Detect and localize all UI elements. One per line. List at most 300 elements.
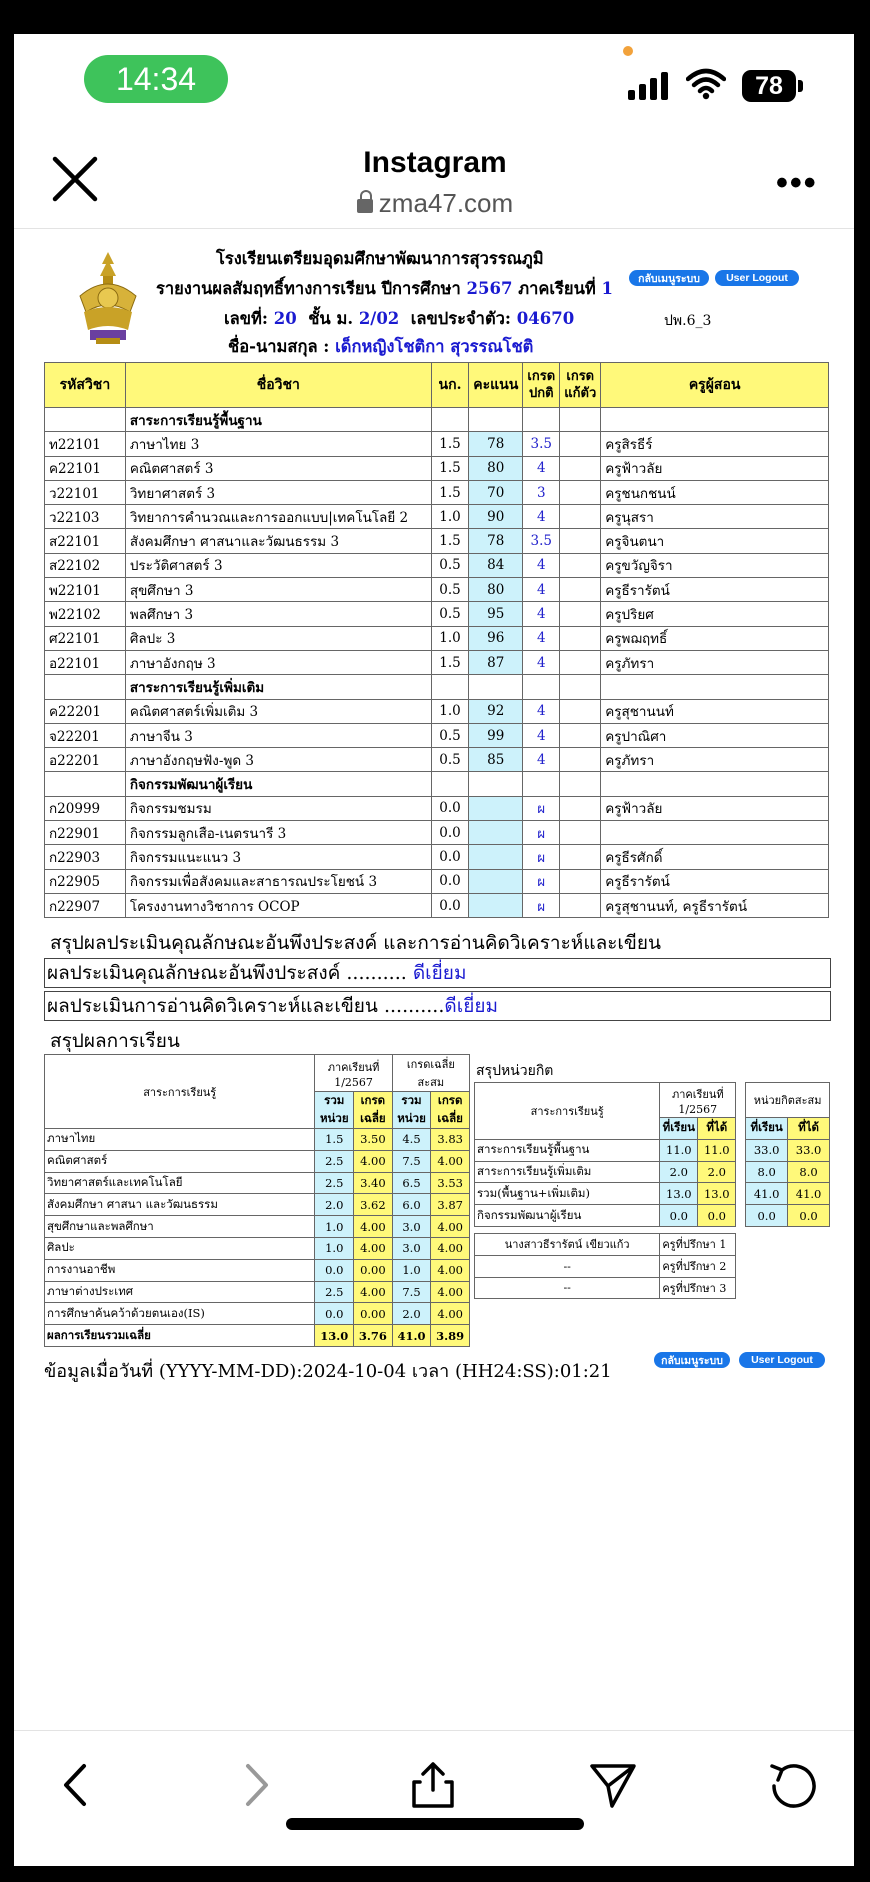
spacer-cell — [736, 1205, 746, 1227]
score: 90 — [469, 505, 523, 529]
advisor-role: ครูที่ปรึกษา 1 — [660, 1233, 736, 1255]
empty-cell — [560, 408, 601, 432]
summary-row — [45, 1150, 470, 1172]
credit: 1.5 — [431, 529, 468, 553]
units-studied: 11.0 — [660, 1139, 698, 1161]
units-col-cum: หน่วยกิตสะสม — [746, 1083, 830, 1118]
teacher: ครูธีรารัตน์ — [601, 869, 829, 893]
frame-left — [0, 0, 14, 1882]
summary-col-units: รวม หน่วย — [315, 1092, 354, 1129]
teacher: ครูฟ้าวลัย — [601, 456, 829, 480]
user-logout-button[interactable]: User Logout — [715, 270, 799, 286]
report-title: รายงานผลสัมฤทธิ์ทางการเรียน ปีการศึกษา 2567 ภาคเรียนที่ 1 — [156, 279, 613, 298]
summary-gpa: 4.00 — [354, 1216, 393, 1238]
summary-col-units: รวม หน่วย — [392, 1092, 431, 1129]
units-cum-got: 41.0 — [788, 1183, 830, 1205]
empty-cell — [523, 675, 560, 699]
summary-units: 13.0 — [315, 1325, 354, 1347]
send-icon[interactable] — [588, 1760, 638, 1810]
grade: 4 — [523, 602, 560, 626]
teacher — [601, 821, 829, 845]
back-to-menu-button[interactable]: กลับเมนูระบบ — [654, 1352, 730, 1368]
grade: 4 — [523, 650, 560, 674]
summary-cum-gpa: 4.00 — [431, 1259, 470, 1281]
section-row — [45, 408, 829, 432]
retake-grade — [560, 505, 601, 529]
table-row — [45, 650, 829, 674]
score: 99 — [469, 723, 523, 747]
subject-code: ก22905 — [45, 869, 126, 893]
score: 78 — [469, 529, 523, 553]
table-row — [45, 578, 829, 602]
advisor-name: -- — [475, 1255, 660, 1277]
summary-gpa: 4.00 — [354, 1281, 393, 1303]
status-time[interactable]: 14:34 — [84, 55, 228, 103]
share-icon[interactable] — [408, 1760, 458, 1810]
summary-units: 1.0 — [315, 1237, 354, 1259]
student-info: เลขที่: 20 ชั้น ม. 2/02 เลขประจำตัว: 04670 — [224, 309, 575, 328]
school-emblem-icon — [70, 250, 146, 346]
units-subject: สาระการเรียนรู้พื้นฐาน — [475, 1139, 660, 1161]
col-header: ครูผู้สอน — [601, 363, 829, 408]
grade: ผ — [523, 869, 560, 893]
credit: 1.5 — [431, 432, 468, 456]
summary-title: สรุปผลการเรียน — [50, 1030, 180, 1052]
empty-cell — [469, 772, 523, 796]
section-title: สาระการเรียนรู้พื้นฐาน — [125, 408, 431, 432]
battery-indicator: 78 — [742, 70, 796, 102]
score: 87 — [469, 650, 523, 674]
teacher: ครูปริยศ — [601, 602, 829, 626]
score: 80 — [469, 456, 523, 480]
back-icon[interactable] — [52, 1760, 102, 1810]
score: 80 — [469, 578, 523, 602]
summary-cum-gpa: 4.00 — [431, 1237, 470, 1259]
summary-cum-gpa: 4.00 — [431, 1281, 470, 1303]
empty-cell — [469, 675, 523, 699]
score: 96 — [469, 626, 523, 650]
grades-table — [44, 362, 829, 918]
grade: ผ — [523, 821, 560, 845]
summary-col-gpa: เกรด เฉลี่ย — [354, 1092, 393, 1129]
grade: 4 — [523, 748, 560, 772]
teacher: ครูขวัญจิรา — [601, 553, 829, 577]
subject-code: ศ22101 — [45, 626, 126, 650]
units-row — [475, 1161, 830, 1183]
credit: 1.5 — [431, 650, 468, 674]
toolbar-divider — [14, 1730, 854, 1731]
retake-grade — [560, 869, 601, 893]
units-col-got: ที่ได้ — [788, 1118, 830, 1140]
units-title: สรุปหน่วยกิต — [476, 1063, 554, 1079]
retake-grade — [560, 529, 601, 553]
units-subject: สาระการเรียนรู้เพิ่มเติม — [475, 1161, 660, 1183]
credit: 0.0 — [431, 869, 468, 893]
summary-subject: ผลการเรียนรวมเฉลี่ย — [45, 1325, 315, 1347]
grade: ผ — [523, 796, 560, 820]
empty-cell — [560, 675, 601, 699]
spacer-cell — [736, 1277, 830, 1299]
spacer-cell — [736, 1161, 746, 1183]
summary-cum-gpa: 3.87 — [431, 1194, 470, 1216]
empty-cell — [523, 408, 560, 432]
credit: 1.0 — [431, 505, 468, 529]
summary-subject: ภาษาไทย — [45, 1129, 315, 1151]
advisor-name: นางสาวธีรารัตน์ เขียวแก้ว — [475, 1233, 660, 1255]
units-col-subject: สาระการเรียนรู้ — [475, 1083, 660, 1140]
summary-gpa: 0.00 — [354, 1259, 393, 1281]
units-row — [475, 1183, 830, 1205]
table-row — [45, 553, 829, 577]
table-row — [45, 432, 829, 456]
subject-name: ศิลปะ 3 — [125, 626, 431, 650]
empty-cell — [560, 772, 601, 796]
retake-grade — [560, 650, 601, 674]
units-subject: กิจกรรมพัฒนาผู้เรียน — [475, 1205, 660, 1227]
reload-icon[interactable] — [768, 1760, 818, 1810]
score: 70 — [469, 480, 523, 504]
grade: 3 — [523, 480, 560, 504]
summary-gpa: 3.40 — [354, 1172, 393, 1194]
student-name: ชื่อ-นามสกุล : เด็กหญิงโชติกา สุวรรณโชติ — [228, 337, 534, 356]
summary-subject: สังคมศึกษา ศาสนา และวัฒนธรรม — [45, 1194, 315, 1216]
subject-code: อ22101 — [45, 650, 126, 674]
subject-code: ส22101 — [45, 529, 126, 553]
empty-cell — [601, 772, 829, 796]
units-got: 13.0 — [698, 1183, 736, 1205]
spacer-cell — [736, 1255, 830, 1277]
empty-cell — [45, 408, 126, 432]
credit: 0.0 — [431, 796, 468, 820]
table-row — [45, 602, 829, 626]
summary-row — [45, 1303, 470, 1325]
score: 95 — [469, 602, 523, 626]
teacher: ครูพฌฤทธิ์ — [601, 626, 829, 650]
retake-grade — [560, 796, 601, 820]
summary-units: 2.0 — [315, 1194, 354, 1216]
summary-cum-gpa: 4.00 — [431, 1150, 470, 1172]
summary-cum-units: 4.5 — [392, 1129, 431, 1151]
grade: 4 — [523, 553, 560, 577]
table-row — [45, 796, 829, 820]
score: 92 — [469, 699, 523, 723]
subject-name: คณิตศาสตร์ 3 — [125, 456, 431, 480]
subject-name: สุขศึกษา 3 — [125, 578, 431, 602]
retake-grade — [560, 480, 601, 504]
advisor-role: ครูที่ปรึกษา 3 — [660, 1277, 736, 1299]
empty-cell — [601, 408, 829, 432]
summary-row — [45, 1129, 470, 1151]
summary-table — [44, 1054, 470, 1347]
credit: 0.5 — [431, 578, 468, 602]
units-col-studied: ที่เรียน — [660, 1118, 698, 1140]
advisor-name: -- — [475, 1277, 660, 1299]
browser-title: Instagram — [363, 146, 507, 179]
summary-units: 0.0 — [315, 1303, 354, 1325]
units-cum-got: 0.0 — [788, 1205, 830, 1227]
summary-cum-gpa: 4.00 — [431, 1303, 470, 1325]
summary-subject: คณิตศาสตร์ — [45, 1150, 315, 1172]
advisor-role: ครูที่ปรึกษา 2 — [660, 1255, 736, 1277]
credit: 1.5 — [431, 480, 468, 504]
grade: 3.5 — [523, 432, 560, 456]
teacher: ครูธีรศักดิ์ — [601, 845, 829, 869]
units-row — [475, 1205, 830, 1227]
summary-row — [45, 1216, 470, 1238]
summary-subject: การงานอาชีพ — [45, 1259, 315, 1281]
empty-cell — [431, 675, 468, 699]
table-row — [45, 845, 829, 869]
table-row — [45, 893, 829, 917]
summary-subject: ภาษาต่างประเทศ — [45, 1281, 315, 1303]
subject-name: วิทยาศาสตร์ 3 — [125, 480, 431, 504]
subject-name: สังคมศึกษา ศาสนาและวัฒนธรรม 3 — [125, 529, 431, 553]
wifi-icon — [686, 68, 726, 100]
user-logout-button[interactable]: User Logout — [739, 1352, 825, 1368]
col-header: รหัสวิชา — [45, 363, 126, 408]
header-divider — [14, 228, 854, 229]
teacher: ครูธีรารัตน์ — [601, 578, 829, 602]
score — [469, 869, 523, 893]
subject-name: พลศึกษา 3 — [125, 602, 431, 626]
summary-cum-units: 6.5 — [392, 1172, 431, 1194]
summary-units: 2.5 — [315, 1281, 354, 1303]
teacher: ครูสุชานนท์, ครูธีรารัตน์ — [601, 893, 829, 917]
grade: 4 — [523, 626, 560, 650]
subject-code: ก20999 — [45, 796, 126, 820]
units-studied: 0.0 — [660, 1205, 698, 1227]
summary-units: 2.5 — [315, 1150, 354, 1172]
section-title: สาระการเรียนรู้เพิ่มเติม — [125, 675, 431, 699]
section-row — [45, 772, 829, 796]
summary-cum-gpa: 3.89 — [431, 1325, 470, 1347]
units-cum-studied: 8.0 — [746, 1161, 788, 1183]
battery-cap — [798, 80, 803, 92]
credit: 0.5 — [431, 602, 468, 626]
table-row — [45, 505, 829, 529]
col-header: นก. — [431, 363, 468, 408]
subject-code: จ22201 — [45, 723, 126, 747]
grade: 3.5 — [523, 529, 560, 553]
credit: 0.5 — [431, 723, 468, 747]
grade: 4 — [523, 578, 560, 602]
reading-assessment: ผลประเมินการอ่านคิดวิเคราะห์และเขียน ..........ดีเยี่ยม — [44, 991, 831, 1021]
subject-name: ภาษาอังกฤษ 3 — [125, 650, 431, 674]
summary-row — [45, 1237, 470, 1259]
summary-units: 1.5 — [315, 1129, 354, 1151]
summary-col-gpa: เกรด เฉลี่ย — [431, 1092, 470, 1129]
summary-cum-gpa: 4.00 — [431, 1216, 470, 1238]
advisor-row — [475, 1277, 830, 1299]
summary-gpa: 3.76 — [354, 1325, 393, 1347]
units-col-term: ภาคเรียนที่ 1/2567 — [660, 1083, 736, 1118]
subject-name: โครงงานทางวิชาการ OCOP — [125, 893, 431, 917]
spacer-cell — [736, 1139, 746, 1161]
summary-gpa: 4.00 — [354, 1237, 393, 1259]
subject-code: อ22201 — [45, 748, 126, 772]
subject-code: ก22903 — [45, 845, 126, 869]
subject-name: ภาษาอังกฤษฟัง-พูด 3 — [125, 748, 431, 772]
score: 85 — [469, 748, 523, 772]
subject-code: พ22102 — [45, 602, 126, 626]
col-header: คะแนน — [469, 363, 523, 408]
score: 84 — [469, 553, 523, 577]
subject-name: ประวัติศาสตร์ 3 — [125, 553, 431, 577]
subject-name: ภาษาไทย 3 — [125, 432, 431, 456]
subject-code: ว22101 — [45, 480, 126, 504]
retake-grade — [560, 578, 601, 602]
summary-row — [45, 1281, 470, 1303]
retake-grade — [560, 821, 601, 845]
subject-code: ค22101 — [45, 456, 126, 480]
frame-right — [854, 0, 870, 1882]
retake-grade — [560, 699, 601, 723]
teacher: ครูภัทรา — [601, 748, 829, 772]
col-header: ชื่อวิชา — [125, 363, 431, 408]
advisor-row — [475, 1255, 830, 1277]
table-row — [45, 699, 829, 723]
summary-cum-gpa: 3.53 — [431, 1172, 470, 1194]
empty-cell — [523, 772, 560, 796]
summary-units: 1.0 — [315, 1216, 354, 1238]
cellular-signal-icon — [628, 70, 672, 100]
summary-cum-units: 3.0 — [392, 1216, 431, 1238]
teacher: ครูภัทรา — [601, 650, 829, 674]
retake-grade — [560, 432, 601, 456]
credit: 0.0 — [431, 893, 468, 917]
retake-grade — [560, 845, 601, 869]
summary-col-cum: เกรดเฉลี่ย สะสม — [392, 1055, 469, 1092]
units-cum-got: 8.0 — [788, 1161, 830, 1183]
school-name: โรงเรียนเตรียมอุดมศึกษาพัฒนาการสุวรรณภูมิ — [216, 249, 544, 268]
section-title: กิจกรรมพัฒนาผู้เรียน — [125, 772, 431, 796]
subject-name: วิทยาการคำนวณและการออกแบบ|เทคโนโลยี 2 — [125, 505, 431, 529]
teacher: ครูปาณิศา — [601, 723, 829, 747]
summary-subject: ศิลปะ — [45, 1237, 315, 1259]
teacher: ครูฟ้าวลัย — [601, 796, 829, 820]
units-row — [475, 1139, 830, 1161]
units-cum-studied: 41.0 — [746, 1183, 788, 1205]
grades-header-row — [45, 363, 829, 408]
url-text: zma47.com — [378, 188, 514, 218]
units-studied: 13.0 — [660, 1183, 698, 1205]
summary-gpa: 0.00 — [354, 1303, 393, 1325]
units-cum-studied: 0.0 — [746, 1205, 788, 1227]
form-code: ปพ.6_3 — [664, 313, 712, 329]
empty-cell — [601, 675, 829, 699]
units-cum-got: 33.0 — [788, 1139, 830, 1161]
summary-cum-gpa: 3.83 — [431, 1129, 470, 1151]
teacher: ครูสิรธีร์ — [601, 432, 829, 456]
summary-col-subject: สาระการเรียนรู้ — [45, 1055, 315, 1129]
summary-units: 0.0 — [315, 1259, 354, 1281]
units-cum-studied: 33.0 — [746, 1139, 788, 1161]
score — [469, 796, 523, 820]
teacher: ครูนุสรา — [601, 505, 829, 529]
more-options-icon[interactable]: ••• — [776, 164, 818, 202]
units-studied: 2.0 — [660, 1161, 698, 1183]
subject-name: กิจกรรมชมรม — [125, 796, 431, 820]
retake-grade — [560, 893, 601, 917]
table-row — [45, 456, 829, 480]
grade: 4 — [523, 699, 560, 723]
credit: 1.0 — [431, 626, 468, 650]
summary-subject: วิทยาศาสตร์และเทคโนโลยี — [45, 1172, 315, 1194]
summary-cum-units: 41.0 — [392, 1325, 431, 1347]
summary-gpa: 3.50 — [354, 1129, 393, 1151]
summary-total-row — [45, 1325, 470, 1347]
summary-col-term: ภาคเรียนที่ 1/2567 — [315, 1055, 392, 1092]
subject-code: ว22103 — [45, 505, 126, 529]
subject-code: ท22101 — [45, 432, 126, 456]
credit: 1.5 — [431, 456, 468, 480]
table-row — [45, 723, 829, 747]
privacy-indicator-dot — [623, 46, 633, 56]
table-row — [45, 529, 829, 553]
grade: ผ — [523, 845, 560, 869]
summary-gpa: 4.00 — [354, 1150, 393, 1172]
units-got: 0.0 — [698, 1205, 736, 1227]
forward-icon[interactable] — [230, 1760, 280, 1810]
units-table — [474, 1082, 830, 1299]
summary-cum-units: 1.0 — [392, 1259, 431, 1281]
units-subject: รวม(พื้นฐาน+เพิ่มเติม) — [475, 1183, 660, 1205]
teacher: ครูจินตนา — [601, 529, 829, 553]
col-header: เกรด แก้ตัว — [560, 363, 601, 408]
summary-units: 2.5 — [315, 1172, 354, 1194]
empty-cell — [45, 675, 126, 699]
back-to-menu-button[interactable]: กลับเมนูระบบ — [629, 270, 709, 286]
table-row — [45, 821, 829, 845]
retake-grade — [560, 456, 601, 480]
subject-code: ก22901 — [45, 821, 126, 845]
subject-name: คณิตศาสตร์เพิ่มเติม 3 — [125, 699, 431, 723]
subject-code: ก22907 — [45, 893, 126, 917]
spacer-cell — [736, 1183, 746, 1205]
empty-cell — [469, 408, 523, 432]
summary-cum-units: 7.5 — [392, 1281, 431, 1303]
table-row — [45, 626, 829, 650]
summary-cum-units: 2.0 — [392, 1303, 431, 1325]
units-col-studied: ที่เรียน — [746, 1118, 788, 1140]
frame-top — [0, 0, 870, 34]
retake-grade — [560, 553, 601, 577]
subject-code: ส22102 — [45, 553, 126, 577]
subject-code: ค22201 — [45, 699, 126, 723]
score — [469, 845, 523, 869]
retake-grade — [560, 748, 601, 772]
table-row — [45, 480, 829, 504]
home-indicator[interactable] — [286, 1818, 584, 1830]
table-row — [45, 748, 829, 772]
retake-grade — [560, 602, 601, 626]
browser-url[interactable] — [0, 188, 870, 219]
teacher: ครูสุชานนท์ — [601, 699, 829, 723]
subject-name: กิจกรรมแนะแนว 3 — [125, 845, 431, 869]
summary-row — [45, 1259, 470, 1281]
grade: 4 — [523, 723, 560, 747]
empty-cell — [431, 408, 468, 432]
advisor-row — [475, 1233, 830, 1255]
empty-cell — [45, 772, 126, 796]
summary-row — [45, 1194, 470, 1216]
data-timestamp: ข้อมูลเมื่อวันที่ (YYYY-MM-DD):2024-10-04 เวลา (HH24:SS):01:21 — [44, 1361, 612, 1382]
summary-cum-units: 7.5 — [392, 1150, 431, 1172]
table-row — [45, 869, 829, 893]
lock-icon — [357, 199, 373, 213]
credit: 0.5 — [431, 553, 468, 577]
retake-grade — [560, 723, 601, 747]
